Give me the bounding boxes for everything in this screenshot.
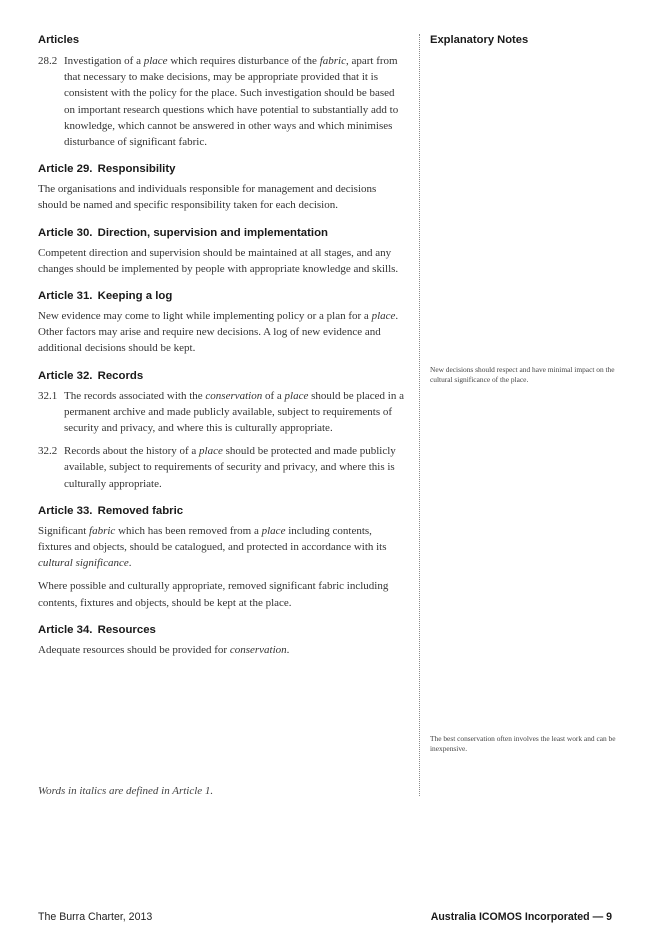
article-34-heading: Article 34. Resources bbox=[38, 623, 156, 636]
item-number: 32.2 bbox=[38, 445, 58, 458]
article-32-1: 32.1 The records associated with the conservation of a place should be placed in a permanent archive and made publicly available, subject to requirements of security and privacy, and where this is culturally appropriate. bbox=[38, 389, 404, 435]
italics-footnote: Words in italics are defined in Article 1. bbox=[38, 785, 214, 797]
explanatory-notes-column bbox=[430, 33, 620, 754]
article-32-heading: Article 32. Records bbox=[38, 369, 144, 382]
article-32-2: 32.2 Records about the history of a place should be protected and made publicly available, subject to requirements of security and privacy, and where this is culturally appropriate. bbox=[38, 445, 396, 490]
explanatory-note-2: The best conservation often involves the least work and can be inexpensive. bbox=[430, 734, 616, 754]
article-33-heading: Article 33. Removed fabric bbox=[38, 504, 184, 517]
explanatory-notes-header: Explanatory Notes bbox=[430, 34, 529, 46]
article-33-text-2: Where possible and culturally appropriate, removed significant fabric including contents, fixtures and objects, should be kept at the place. bbox=[38, 580, 389, 609]
column-divider bbox=[419, 34, 420, 796]
article-29-heading: Article 29. Responsibility bbox=[38, 163, 176, 176]
article-28-2: 28.2 Investigation of a place which requires disturbance of the fabric, apart from that necessary to make decisions, may be appropriate provided that it is consistent with the policy for the place. Such investigation should be based on important research questions which have potential to substantially add to knowledge, which cannot be answered in other ways and which minimises disturbance of significant fabric. bbox=[38, 55, 399, 149]
article-31-heading: Article 31. Keeping a log bbox=[38, 290, 173, 303]
footer-page-number: Australia ICOMOS Incorporated — 9 bbox=[430, 911, 612, 923]
articles-header: Articles bbox=[38, 34, 80, 46]
articles-column bbox=[38, 33, 406, 665]
article-33-text-1: Significant fabric which has been removed from a place including contents, fixtures and objects, should be catalogued, and protected in accordance with its cultural significance. bbox=[38, 524, 387, 570]
article-29-text: The organisations and individuals responsible for management and decisions should be named and specific responsibility taken for each decision. bbox=[38, 183, 377, 212]
article-34-text: Adequate resources should be provided for conservation. bbox=[38, 643, 290, 656]
explanatory-note-1: New decisions should respect and have minimal impact on the cultural significance of the place. bbox=[430, 365, 615, 385]
article-30-text: Competent direction and supervision should be maintained at all stages, and any changes should be implemented by people with appropriate knowledge and skills. bbox=[38, 246, 399, 275]
footer-title: The Burra Charter, 2013 bbox=[38, 911, 153, 923]
item-number: 32.1 bbox=[38, 389, 58, 402]
item-number: 28.2 bbox=[38, 55, 58, 67]
article-30-heading: Article 30. Direction, supervision and implementation bbox=[38, 226, 329, 239]
article-31-text: New evidence may come to light while implementing policy or a plan for a place. Other factors may arise and require new decisions. A log of new evidence and additional decisions should be kept. bbox=[38, 310, 399, 355]
